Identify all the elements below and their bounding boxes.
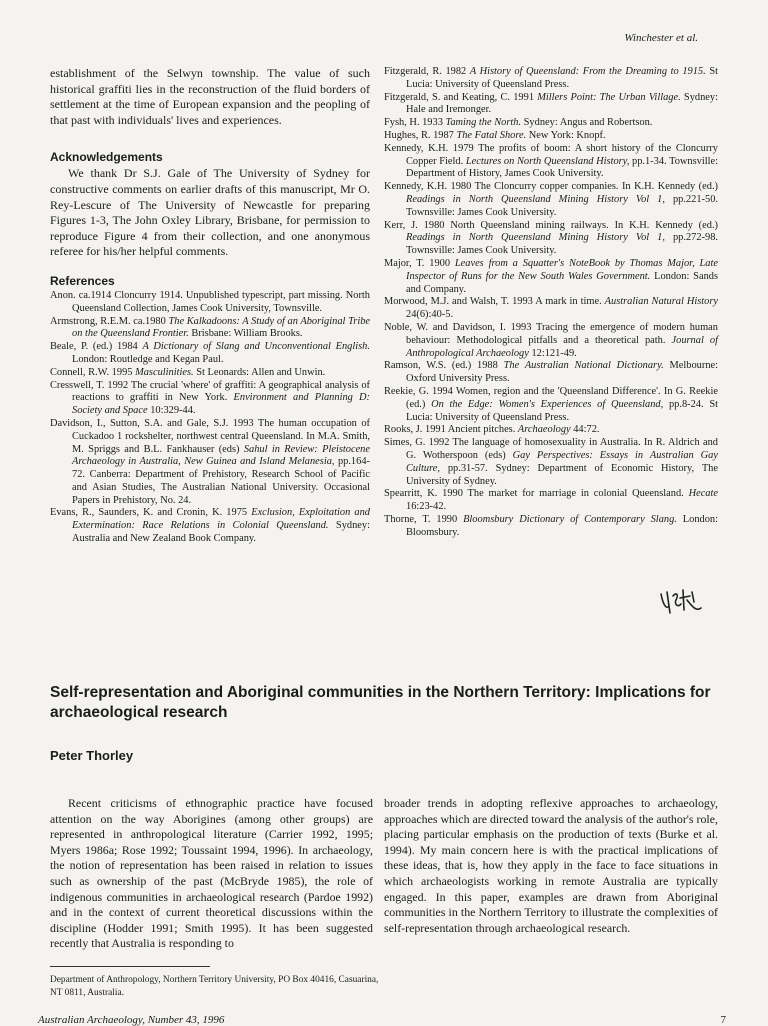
journal-footer: Australian Archaeology, Number 43, 1996 xyxy=(38,1014,225,1026)
top-right-column xyxy=(384,66,718,539)
reference-entry: Beale, P. (ed.) 1984 A Dictionary of Slang and Unconventional English. London: Routledge and Kegan Paul. xyxy=(50,341,370,365)
reference-entry: Kennedy, K.H. 1980 The Cloncurry copper companies. In K.H. Kennedy (ed.) Readings in North Queensland Mining History Vol 1, pp.221-50. Townsville: James Cook University. xyxy=(384,181,718,218)
reference-entry: Fitzgerald, R. 1982 A History of Queensland: From the Dreaming to 1915. St Lucia: University of Queensland Press. xyxy=(384,66,718,90)
article-body-paragraph-right: broader trends in adopting reflexive approaches to archaeology, approaches which are directed toward the analysis of the author's role, placing particular emphasis on the production of texts (Burke et al. 1994). My main concern here is with the practical implications of these ideas, that is, how they apply in the face to face situations in which archaeologists working in remote Australia are typically engaged. In this paper, examples are drawn from Aboriginal communities in the Northern Territory to illustrate the complexities of self-representation through archaeological research. xyxy=(384,796,718,935)
reference-entry: Anon. ca.1914 Cloncurry 1914. Unpublished typescript, part missing. North Queensland Collection, James Cook University, Townsville. xyxy=(50,289,370,314)
acknowledgements-heading: Acknowledgements xyxy=(50,150,163,165)
reference-entry: Fysh, H. 1933 Taming the North. Sydney: Angus and Robertson. xyxy=(384,117,653,129)
reference-entry: Rooks, J. 1991 Ancient pitches. Archaeology 44:72. xyxy=(384,424,600,436)
reference-entry: Reekie, G. 1994 Women, region and the 'Queensland Difference'. In G. Reekie (ed.) On the Edge: Women's Experiences of Queensland, pp.8-24. St Lucia: University of Queensland Press. xyxy=(384,385,718,423)
references-heading: References xyxy=(50,273,115,288)
article-body-right xyxy=(384,796,718,936)
top-left-column xyxy=(50,66,370,546)
reference-entry: Ramson, W.S. (ed.) 1988 The Australian National Dictionary. Melbourne: Oxford University Press. xyxy=(384,360,719,385)
acknowledgements-text: We thank Dr S.J. Gale of The University of Sydney for constructive comments on earlier drafts of this manuscript, Mr O. Rey-Lescure of The University of Newcastle for preparing Figures 1-3, The John Oxley Library, Brisbane, for permission to reproduce Figure 4 from their collection, and one anonymous referee for his/her helpful comments. xyxy=(50,166,370,259)
reference-entry: Kennedy, K.H. 1979 The profits of boom: A short history of the Cloncurry Copper Field. Lectures on North Queensland History, pp.1-34. Townsville: Department of History, James Cook University. xyxy=(384,142,719,180)
article-body-left xyxy=(50,796,373,952)
reference-entry: Fitzgerald, S. and Keating, C. 1991 Millers Point: The Urban Village. Sydney: Hale and Iremonger. xyxy=(384,91,718,116)
reference-entry: Hughes, R. 1987 The Fatal Shore. New York: Knopf. xyxy=(384,129,606,141)
reference-entry: Simes, G. 1992 The language of homosexuality in Australia. In R. Aldrich and G. Wotherspoon (eds) Gay Perspectives: Essays in Australian Gay Culture, pp.31-57. Sydney: Department of Economic History, The University of Sydney. xyxy=(384,437,718,487)
reference-entry: Noble, W. and Davidson, I. 1993 Tracing the emergence of modern human behaviour: Methodological pitfalls and a theoretical path. Journal of Anthropological Archaeology 12:121-49. xyxy=(384,321,718,359)
article-author: Peter Thorley xyxy=(50,748,134,763)
reference-entry: Connell, R.W. 1995 Masculinities. St Leonards: Allen and Unwin. xyxy=(50,366,326,378)
references-list-right xyxy=(384,66,718,539)
reference-entry: Armstrong, R.E.M. ca.1980 The Kalkadoons: A Study of an Aboriginal Tribe on the Queensland Frontier. Brisbane: William Brooks. xyxy=(50,315,371,340)
reference-entry: Morwood, M.J. and Walsh, T. 1993 A mark in time. Australian Natural History 24(6):40-5. xyxy=(384,296,719,321)
references-section xyxy=(50,274,370,546)
reference-entry: Evans, R., Saunders, K. and Cronin, K. 1975 Exclusion, Exploitation and Extermination: Race Relations in Colonial Queensland. Sydney: Australia and New Zealand Book Company. xyxy=(50,507,370,545)
page-number: 7 xyxy=(720,1014,726,1026)
handwritten-signature xyxy=(658,586,704,621)
article-title: Self-representation and Aboriginal communities in the Northern Territory: Implications for archaeological research xyxy=(50,684,711,721)
running-head: Winchester et al. xyxy=(624,32,698,44)
article-body-paragraph-left: Recent criticisms of ethnographic practice have focused attention on the way Aborigines (among other groups) are represented in anthropological literature (Carrier 1992, 1995; Myers 1986a; Rose 1992; Toussaint 1994, 1996). In archaeology, the notion of representation has been raised in relation to issues such as ownership of the past (McBryde 1985), the role of indigenous communities in archaeological research (Pardoe 1992) and in the context of current theoretical discussions within the discipline (Hodder 1991; Smith 1995). It has been suggested recently that Australia is responding to xyxy=(50,796,373,951)
reference-entry: Spearritt, K. 1990 The market for marriage in colonial Queensland. Hecate 16:23-42. xyxy=(384,488,718,513)
intro-paragraph: establishment of the Selwyn township. The value of such historical graffiti lies in the reconstruction of the fluid borders of settlement at the time of European expansion and the peopling of that past with individuals' lives and experiences. xyxy=(50,66,370,127)
reference-entry: Major, T. 1900 Leaves from a Squatter's NoteBook by Thomas Major, Late Inspector of Runs for the New South Wales Government. London: Sands and Company. xyxy=(384,257,718,295)
footnote-divider xyxy=(50,966,210,967)
reference-entry: Thorne, T. 1990 Bloomsbury Dictionary of Contemporary Slang. London: Bloomsbury. xyxy=(384,513,718,538)
references-list-left xyxy=(50,290,370,546)
reference-entry: Kerr, J. 1980 North Queensland mining railways. In K.H. Kennedy (ed.) Readings in North Queensland Mining History Vol 1, pp.272-98. Townsville: James Cook University. xyxy=(384,219,718,257)
reference-entry: Cresswell, T. 1992 The crucial 'where' of graffiti: A geographical analysis of reactions to graffiti in New York. Environment and Planning D: Society and Space 10:329-44. xyxy=(50,379,370,417)
author-affiliation: Department of Anthropology, Northern Territory University, PO Box 40416, Casuarina, NT 0811, Australia. xyxy=(50,975,379,998)
reference-entry: Davidson, I., Sutton, S.A. and Gale, S.J. 1993 The human occupation of Cuckadoo 1 rockshelter, northwest central Queensland. In M.A. Smith, M. Spriggs and B.L. Fankhauser (eds) Sahul in Review: Pleistocene Archaeology in Australia, New Guinea and Island Melanesia, pp.164-72. Canberra: Department of Prehistory, Research School of Pacific and Asian Studies, The Australian National University. Occasional Papers in Prehistory, No. 24. xyxy=(50,417,370,506)
